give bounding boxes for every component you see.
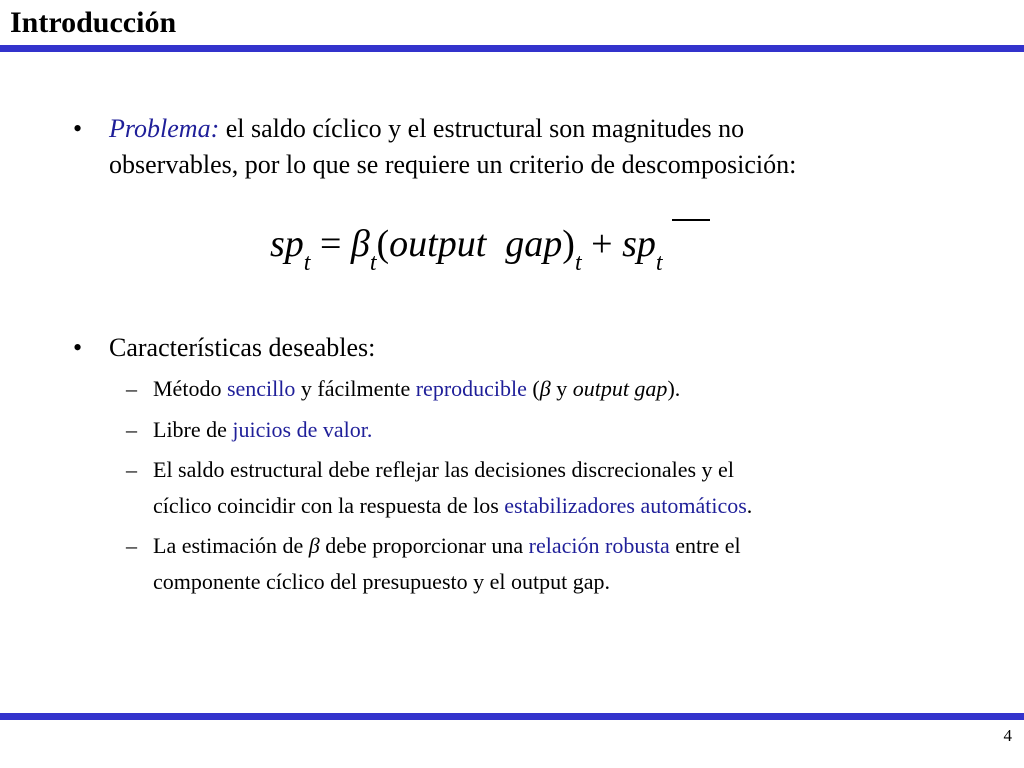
sub2-text-a: Libre de [153,417,233,442]
sub4-text-a: La estimación de [153,533,309,558]
formula-sub-t1: t [303,250,311,276]
formula-gap: gap [505,223,563,265]
problema-line2: observables, por lo que se requiere un criterio de descomposición: [109,150,797,179]
dash-symbol: – [126,533,137,558]
sub-item-libre [153,412,973,448]
sub4-line2: componente cíclico del presupuesto y el output gap. [153,569,610,594]
formula-sub-t3: t [574,250,582,276]
sub3-estabilizadores: estabilizadores automáticos [504,493,747,518]
sub3-period: . [746,493,753,518]
sub1-text-a: Método [153,376,227,401]
slide-title: Introducción [10,6,177,39]
sub-item-estimacion [153,528,973,600]
sub1-beta: β [539,376,551,401]
problema-line1: el saldo cíclico y el estructural son magnitudes no [219,114,745,143]
formula-sub-t4: t [655,250,663,276]
top-accent-bar [0,45,1024,52]
sub2-juicios: juicios de valor. [232,417,373,442]
sub1-reproducible: reproducible [415,376,527,401]
sub4-beta: β [308,533,320,558]
page-number: 4 [1003,726,1012,745]
sub-item-saldo [153,452,973,524]
sub-item-metodo [153,371,973,407]
bullet-symbol: • [73,333,83,362]
sub1-output-gap: output gap [572,376,668,401]
formula-overline [672,219,710,221]
formula-paren-open: ( [376,223,390,265]
sub3-line2a: cíclico coincidir con la respuesta de los [153,493,505,518]
sub1-text-f: y [550,376,573,401]
formula [270,222,663,282]
formula-output: output [389,223,487,265]
problema-label: Problema: [109,114,220,143]
sub4-text-d: entre el [669,533,741,558]
sub4-text-b: debe proporcionar una [319,533,529,558]
dash-symbol: – [126,376,137,401]
formula-paren-close: ) [562,223,575,265]
sub4-relacion: relación robusta [528,533,670,558]
sub1-text-c: y fácilmente [295,376,416,401]
formula-sub-t2: t [369,250,377,276]
dash-symbol: – [126,417,137,442]
bullet-symbol: • [73,114,83,143]
sub3-line1: El saldo estructural debe reflejar las decisiones discrecionales y el [153,457,734,482]
bullet-caracteristicas: Características deseables: [109,333,376,362]
formula-sp: sp [270,223,304,265]
formula-plus: + [581,223,623,265]
sub1-paren: ( [526,376,540,401]
sub1-sencillo: sencillo [226,376,296,401]
bottom-accent-bar [0,713,1024,720]
formula-beta: β [350,223,370,265]
formula-sp-bar: sp [622,223,656,265]
bullet-problema [109,111,969,183]
formula-eq: = [310,223,351,265]
dash-symbol: – [126,457,137,482]
sub1-close: ). [667,376,681,401]
